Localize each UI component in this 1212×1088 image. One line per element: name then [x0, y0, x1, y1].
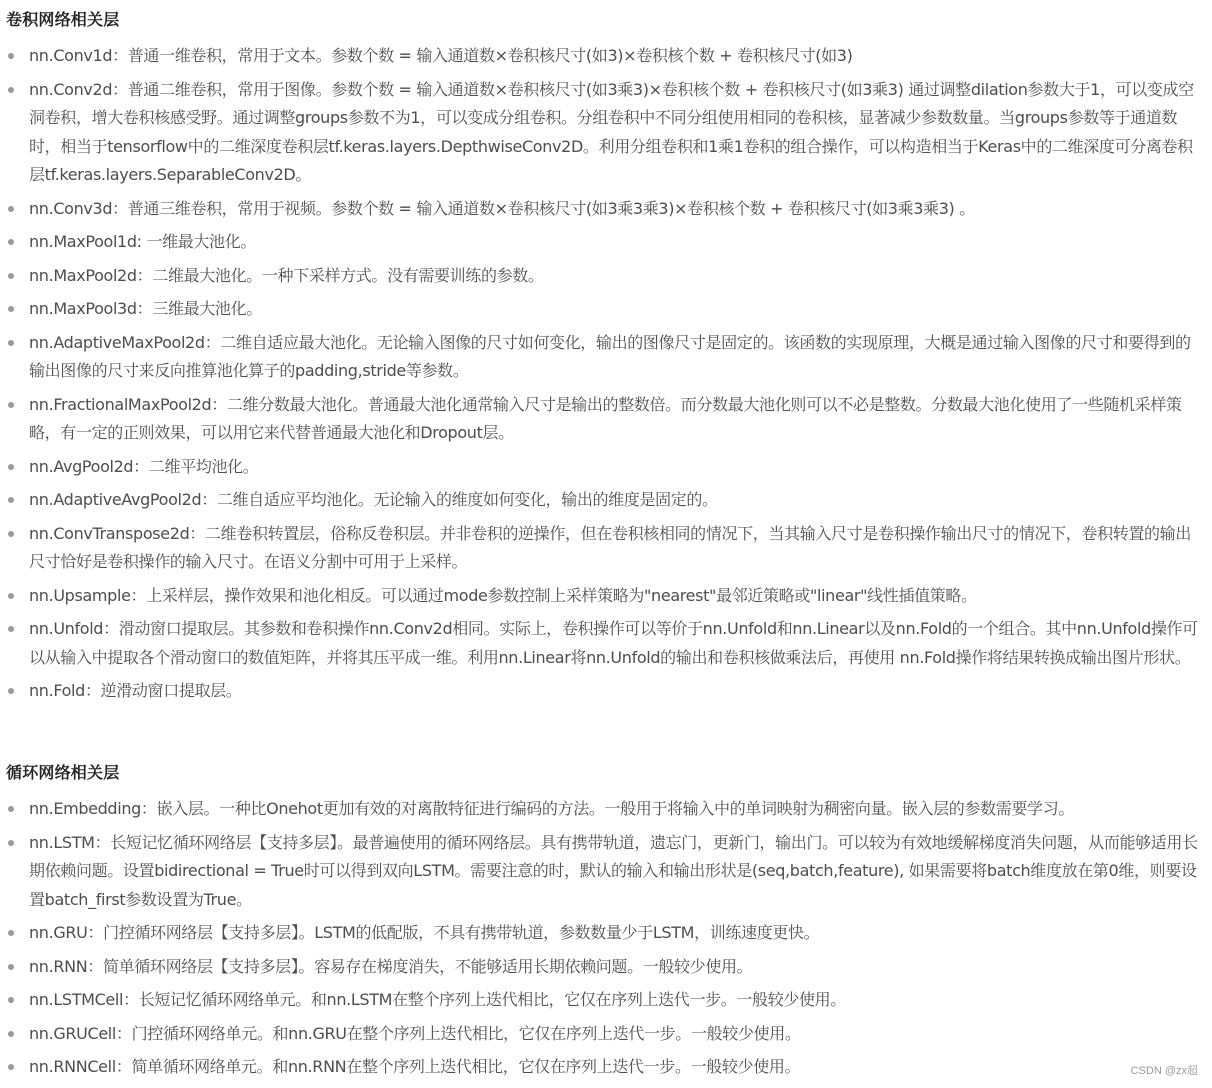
section-heading-rnn: 循环网络相关层 [6, 763, 120, 782]
bullet-icon [8, 306, 14, 312]
bullet-icon [8, 1064, 14, 1070]
list-item [0, 76, 1212, 190]
bullet-icon [8, 531, 14, 537]
section-heading-conv: 卷积网络相关层 [6, 10, 120, 29]
rnn-layer-list [0, 795, 1212, 1087]
list-item-text: nn.GRUCell：门控循环网络单元。和nn.GRU在整个序列上迭代相比，它仅在序列上迭代一步。一般较少使用。 [29, 1023, 801, 1043]
list-item [0, 42, 1212, 71]
list-item-text: nn.RNN：简单循环网络层【支持多层】。容易存在梯度消失，不能够适用长期依赖问题。一般较少使用。 [29, 956, 753, 976]
list-item [0, 195, 1212, 224]
list-item [0, 262, 1212, 291]
watermark-text: CSDN @zx超 [1130, 1065, 1198, 1077]
list-item [0, 486, 1212, 515]
bullet-icon [8, 87, 14, 93]
list-item-text: nn.Upsample：上采样层，操作效果和池化相反。可以通过mode参数控制上采样策略为"nearest"最邻近策略或"linear"线性插值策略。 [29, 585, 977, 605]
bullet-icon [8, 497, 14, 503]
list-item [0, 391, 1212, 448]
bullet-icon [8, 206, 14, 212]
list-item-text: nn.AvgPool2d：二维平均池化。 [29, 456, 259, 476]
bullet-icon [8, 53, 14, 59]
list-item [0, 228, 1212, 257]
bullet-icon [8, 340, 14, 346]
list-item [0, 453, 1212, 482]
list-item-text: nn.GRU：门控循环网络层【支持多层】。LSTM的低配版，不具有携带轨道，参数数量少于LSTM，训练速度更快。 [29, 923, 820, 942]
list-item [0, 582, 1212, 611]
list-item [0, 919, 1212, 948]
list-item-text: nn.Conv2d：普通二维卷积，常用于图像。参数个数 = 输入通道数×卷积核尺寸(如3乘3)×卷积核个数 + 卷积核尺寸(如3乘3) 通过调整dilation参数大于1，可以变成空洞卷积，增大卷积核感受野。通过调整groups参数不为1，可以变成分组卷积。分组卷积中不同分组使用相同的卷积核，显著减少参数数量。当groups参数等于通道数时，相当于tensorflow中的二维深度卷积层tf.keras.layers.DepthwiseConv2D。利用分组卷积和1乘1卷积的组合操作，可以构造相当于Keras中的二维深度可分离卷积层tf.keras.layers.SeparableConv2D。 [29, 79, 1194, 184]
list-item [0, 520, 1212, 577]
list-item-text: nn.Conv1d：普通一维卷积，常用于文本。参数个数 = 输入通道数×卷积核尺寸(如3)×卷积核个数 + 卷积核尺寸(如3) [29, 46, 853, 65]
list-item-text: nn.Conv3d：普通三维卷积，常用于视频。参数个数 = 输入通道数×卷积核尺寸(如3乘3乘3)×卷积核个数 + 卷积核尺寸(如3乘3乘3) 。 [29, 198, 975, 218]
bullet-icon [8, 1031, 14, 1037]
bullet-icon [8, 930, 14, 936]
list-item [0, 953, 1212, 982]
list-item [0, 795, 1212, 824]
conv-layer-list [0, 42, 1212, 711]
list-item [0, 829, 1212, 915]
list-item [0, 329, 1212, 386]
bullet-icon [8, 239, 14, 245]
list-item [0, 615, 1212, 672]
list-item [0, 1020, 1212, 1049]
list-item-text: nn.ConvTranspose2d：二维卷积转置层，俗称反卷积层。并非卷积的逆操作，但在卷积核相同的情况下，当其输入尺寸是卷积操作输出尺寸的情况下，卷积转置的输出尺寸恰好是卷积操作的输入尺寸。在语义分割中可用于上采样。 [29, 523, 1191, 571]
bullet-icon [8, 688, 14, 694]
list-item [0, 677, 1212, 706]
list-item-text: nn.MaxPool3d：三维最大池化。 [29, 299, 262, 318]
bullet-icon [8, 964, 14, 970]
bullet-icon [8, 464, 14, 470]
list-item-text: nn.MaxPool1d: 一维最大池化。 [29, 232, 257, 251]
bullet-icon [8, 402, 14, 408]
bullet-icon [8, 840, 14, 846]
bullet-icon [8, 997, 14, 1003]
list-item-text: nn.LSTM：长短记忆循环网络层【支持多层】。最普遍使用的循环网络层。具有携带轨道，遗忘门，更新门，输出门。可以较为有效地缓解梯度消失问题，从而能够适用长期依赖问题。设置bidirectional = True时可以得到双向LSTM。需要注意的时，默认的输入和输出形状是(seq,batch,feature), 如果需要将batch维度放在第0维，则要设置batch_first参数设置为True。 [29, 832, 1198, 909]
list-item [0, 986, 1212, 1015]
list-item-text: nn.AdaptiveAvgPool2d：二维自适应平均池化。无论输入的维度如何变化，输出的维度是固定的。 [29, 490, 718, 509]
list-item-text: nn.LSTMCell：长短记忆循环网络单元。和nn.LSTM在整个序列上迭代相比，它仅在序列上迭代一步。一般较少使用。 [29, 990, 846, 1009]
bullet-icon [8, 626, 14, 632]
bullet-icon [8, 273, 14, 279]
list-item-text: nn.Embedding：嵌入层。一种比Onehot更加有效的对离散特征进行编码的方法。一般用于将输入中的单词映射为稠密向量。嵌入层的参数需要学习。 [29, 799, 1075, 818]
list-item [0, 295, 1212, 324]
bullet-icon [8, 806, 14, 812]
list-item [0, 1053, 1212, 1082]
list-item-text: nn.MaxPool2d：二维最大池化。一种下采样方式。没有需要训练的参数。 [29, 265, 544, 285]
list-item-text: nn.AdaptiveMaxPool2d：二维自适应最大池化。无论输入图像的尺寸如何变化，输出的图像尺寸是固定的。该函数的实现原理，大概是通过输入图像的尺寸和要得到的输出图像的尺寸来反向推算池化算子的padding,stride等参数。 [29, 332, 1191, 380]
list-item-text: nn.RNNCell：简单循环网络单元。和nn.RNN在整个序列上迭代相比，它仅在序列上迭代一步。一般较少使用。 [29, 1057, 801, 1076]
list-item-text: nn.Unfold：滑动窗口提取层。其参数和卷积操作nn.Conv2d相同。实际上，卷积操作可以等价于nn.Unfold和nn.Linear以及nn.Fold的一个组合。其中nn.Unfold操作可以从输入中提取各个滑动窗口的数值矩阵，并将其压平成一维。利用nn.Linear将nn.Unfold的输出和卷积核做乘法后，再使用 nn.Fold操作将结果转换成输出图片形状。 [29, 619, 1198, 667]
bullet-icon [8, 593, 14, 599]
list-item-text: nn.FractionalMaxPool2d：二维分数最大池化。普通最大池化通常输入尺寸是输出的整数倍。而分数最大池化则可以不必是整数。分数最大池化使用了一些随机采样策略，有一定的正则效果，可以用它来代替普通最大池化和Dropout层。 [29, 394, 1182, 442]
list-item-text: nn.Fold：逆滑动窗口提取层。 [29, 681, 242, 700]
